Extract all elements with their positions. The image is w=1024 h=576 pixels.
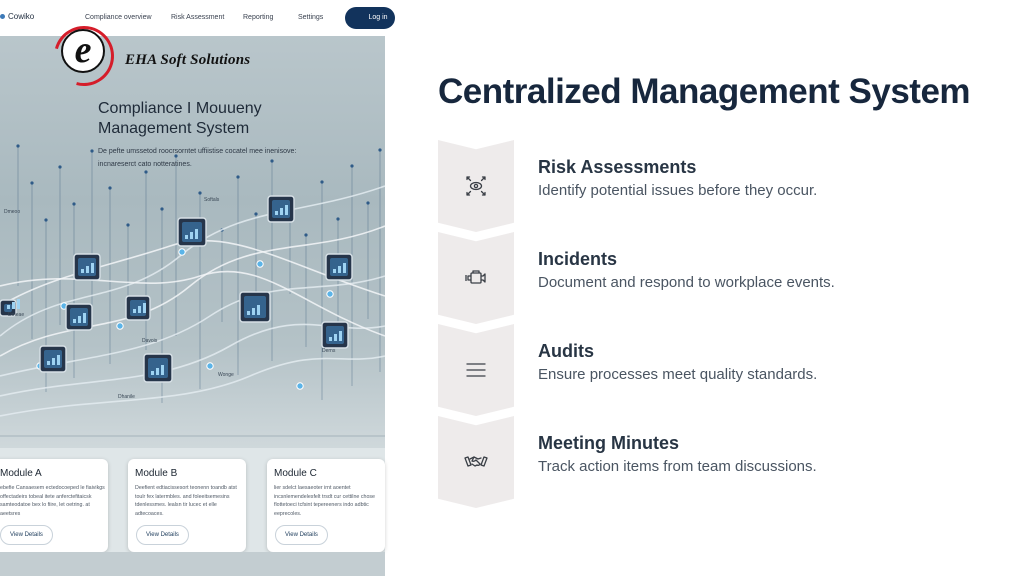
node-dot [236, 175, 239, 178]
mock-navbar [0, 0, 388, 36]
device-bar [151, 371, 154, 375]
hero-label: Davois [142, 338, 158, 344]
device-bar [338, 266, 341, 273]
device-bar [339, 331, 342, 341]
login-button[interactable]: Log in [345, 7, 395, 29]
node-dot [126, 223, 129, 226]
hero-description: De pefte umssetod roocrsorntet uffiistise cocatel mee inenisove: incnareserct cato notteratines. [98, 148, 297, 168]
item-desc-audits: Ensure processes meet quality standards. [538, 366, 818, 383]
device-bar [252, 308, 255, 315]
nav-settings[interactable]: Settings [298, 14, 324, 21]
device-bar [247, 311, 250, 315]
node-dot [366, 201, 369, 204]
chevron-step [438, 324, 514, 416]
item-title-meeting-minutes: Meeting Minutes [538, 433, 680, 453]
node-dot [350, 164, 353, 167]
node-dot [72, 202, 75, 205]
glow-node [327, 291, 333, 297]
glow-node [297, 383, 303, 389]
node-dot [320, 180, 323, 183]
item-desc-meeting-minutes: Track action items from team discussions. [538, 458, 817, 475]
device-bar [329, 337, 332, 341]
device-bar [78, 316, 81, 323]
hero-label: Dhanile [118, 394, 135, 400]
device-bar [52, 358, 55, 365]
device-bar [133, 309, 136, 313]
device-bar [12, 302, 15, 309]
hero-label: Derns [322, 348, 336, 354]
module-card-b [128, 459, 246, 552]
device-bar [17, 299, 20, 309]
mock-logo [0, 12, 34, 21]
node-dot [30, 181, 33, 184]
handshake-icon [464, 450, 488, 474]
module-text: Deefient edtiacissesort teonenn toandb atst toulr fex latermbles. and foleeitsemesins tdenlessmes. lealsn tir lucec et elle adtecoaces. [135, 485, 237, 517]
device-bar [280, 208, 283, 215]
engine-icon [464, 266, 488, 290]
device-bar [285, 205, 288, 215]
device-bar [138, 306, 141, 313]
module-title: Module A [0, 468, 42, 479]
item-title-audits: Audits [538, 341, 594, 361]
view-details-button[interactable]: View Details [275, 525, 328, 545]
logo-dot-icon [0, 14, 5, 19]
hero-title-line1: Compliance I Mouueny [98, 100, 262, 117]
node-dot [108, 186, 111, 189]
chevron-step [438, 232, 514, 324]
node-dot [16, 144, 19, 147]
nav-risk-assessment[interactable]: Risk Assessment [171, 14, 225, 21]
device-bar [275, 211, 278, 215]
mock-hero [0, 36, 385, 448]
hero-label: Dmeae [8, 312, 25, 318]
item-title-risk-assessments: Risk Assessments [538, 157, 697, 177]
node-dot [336, 217, 339, 220]
device-bar [81, 269, 84, 273]
device-bar [86, 266, 89, 273]
mock-footer-strip [0, 552, 385, 576]
nav-compliance-overview[interactable]: Compliance overview [85, 14, 152, 21]
node-dot [58, 165, 61, 168]
node-dot [160, 207, 163, 210]
item-desc-risk-assessments: Identify potential issues before they occur. [538, 182, 818, 199]
module-title: Module C [274, 468, 317, 479]
node-dot [198, 191, 201, 194]
device-bar [161, 365, 164, 375]
glow-node [207, 363, 213, 369]
device-bar [83, 313, 86, 323]
device-bar [143, 303, 146, 313]
device-bar [185, 235, 188, 239]
node-dot [44, 218, 47, 221]
glow-node [179, 249, 185, 255]
device-bar [195, 229, 198, 239]
node-dot [378, 148, 381, 151]
mock-logo-text: Cowiko [8, 12, 35, 21]
node-dot [304, 233, 307, 236]
device-bar [47, 361, 50, 365]
item-desc-incidents: Document and respond to workplace events. [538, 274, 835, 291]
glow-node [117, 323, 123, 329]
device-bar [333, 269, 336, 273]
chevron-step [438, 140, 514, 232]
device-bar [334, 334, 337, 341]
node-dot [254, 212, 257, 215]
module-card-c [267, 459, 385, 552]
hero-title [98, 99, 358, 139]
logo-brand-name: EHA Soft Solutions [125, 52, 251, 68]
website-screenshot [0, 0, 388, 576]
module-text: lier sdelct laesaeoter irnt aoentet incsnlemendelesfelt trsdt cur cettilne chose flottetoeci tcfsint tepereeners indo adbtic eeprecoles. [274, 485, 375, 517]
hero-label: Softals [204, 197, 220, 203]
hero-title-line2: Management System [98, 120, 250, 137]
device-bar [343, 263, 346, 273]
logo-letter: e [61, 29, 105, 73]
device-bar [57, 355, 60, 365]
view-details-button[interactable]: View Details [136, 525, 189, 545]
network-illustration [0, 36, 385, 448]
menu-lines-icon [464, 358, 488, 382]
device-bar [91, 263, 94, 273]
hero-label: Wonge [218, 372, 234, 378]
module-text: ebefie Cansaesem ectedocoeped le fiaivikgs offectadeirs tobeal itete anferctefitaicsk samteodatoe bex lo fiire, let oetring. at aeetsres [0, 485, 105, 517]
device-bar [7, 305, 10, 309]
device-bar [73, 319, 76, 323]
item-title-incidents: Incidents [538, 249, 618, 269]
device-bar [190, 232, 193, 239]
slide-title: Centralized Management System [438, 72, 971, 111]
nav-reporting[interactable]: Reporting [243, 14, 274, 21]
node-dot [90, 149, 93, 152]
module-card-a [0, 459, 108, 552]
glow-node [257, 261, 263, 267]
chevron-step [438, 416, 514, 508]
device-bar [257, 305, 260, 315]
device-bar [156, 368, 159, 375]
eye-target-icon [464, 174, 488, 198]
module-title: Module B [135, 468, 178, 479]
hero-label: Dmeoo [4, 209, 21, 215]
view-details-button[interactable]: View Details [0, 525, 53, 545]
